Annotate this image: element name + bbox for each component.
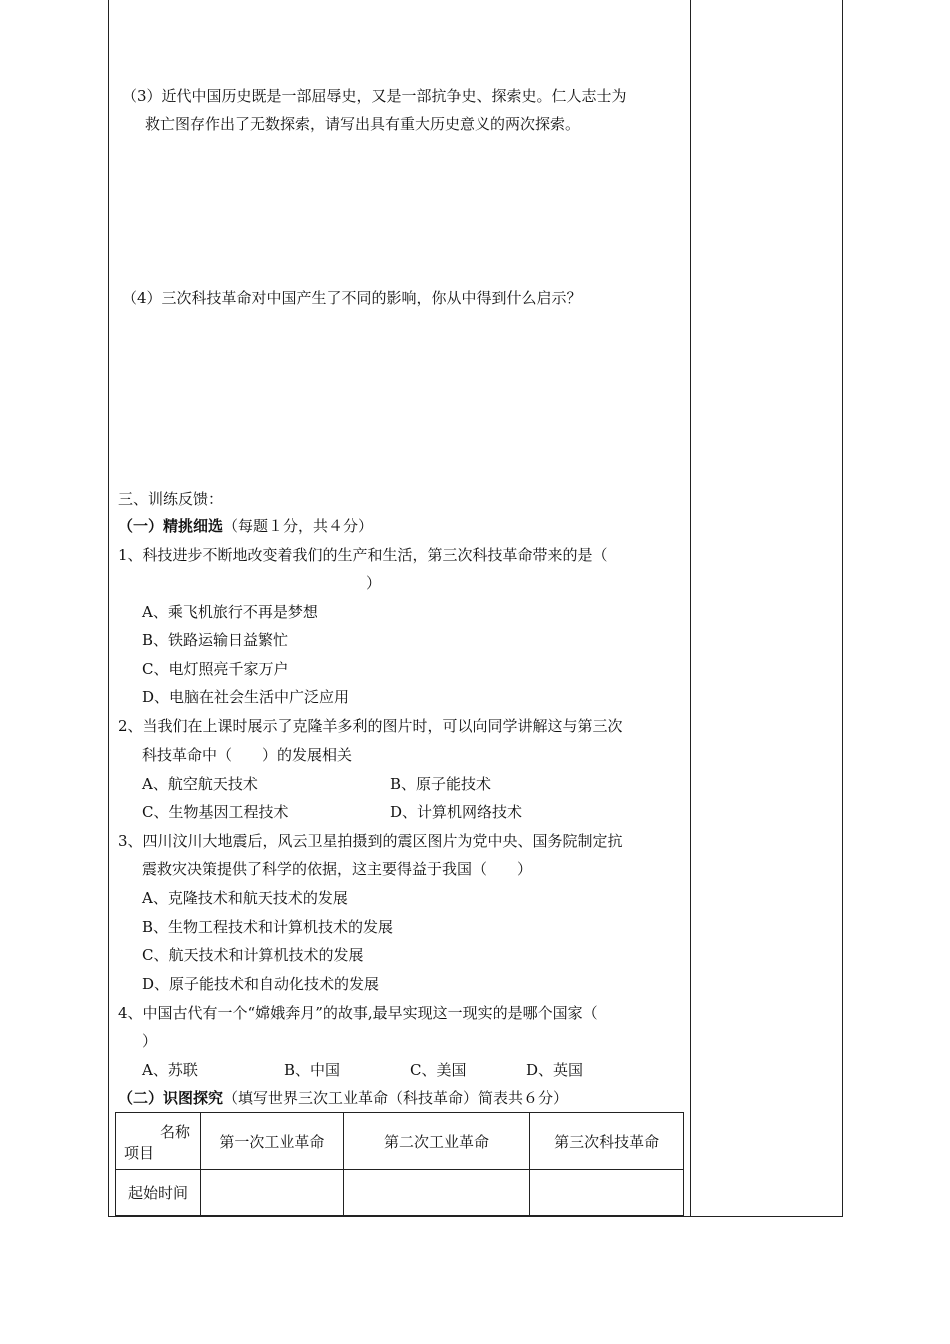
- corner-label-item: 项目: [124, 1144, 155, 1162]
- header-first-revolution: 第一次工业革命: [201, 1113, 344, 1170]
- row-label-start-time: 起始时间: [116, 1170, 201, 1216]
- cell-first-start-time[interactable]: [201, 1170, 344, 1216]
- frame-right-border: [842, 0, 843, 1217]
- question-3-line-1: （3）近代中国历史既是一部屈辱史，又是一部抗争史、探索史。仁人志士为: [122, 87, 627, 105]
- mc-3-stem-line-2: 震救灾决策提供了科学的依据，这主要得益于我国（ ）: [142, 860, 533, 878]
- mc-4-option-b: B、中国: [284, 1061, 341, 1079]
- revolution-summary-table: [115, 1112, 684, 1216]
- mc-1-option-a: A、乘飞机旅行不再是梦想: [142, 603, 318, 621]
- part-1-note: （每题１分，共４分）: [223, 517, 374, 535]
- mc-2-option-d: D、计算机网络技术: [390, 803, 523, 821]
- part-2-heading: [118, 1088, 568, 1108]
- mc-2-stem-line-2: 科技革命中（ ）的发展相关: [142, 746, 353, 764]
- mc-2-option-a: A、航空航天技术: [142, 775, 258, 793]
- frame-middle-border: [690, 0, 691, 1217]
- frame-bottom-border: [108, 1216, 843, 1217]
- mc-3-option-c: C、航天技术和计算机技术的发展: [142, 946, 364, 964]
- question-3-line-2: 救亡图存作出了无数探索，请写出具有重大历史意义的两次探索。: [145, 115, 581, 133]
- corner-label-name: 名称: [159, 1123, 190, 1141]
- mc-3-option-d: D、原子能技术和自动化技术的发展: [142, 975, 380, 993]
- section-heading: 三、训练反馈：: [118, 490, 224, 508]
- mc-2-option-b: B、原子能技术: [390, 775, 492, 793]
- table-row: [116, 1170, 684, 1216]
- table-corner-cell: [116, 1113, 201, 1170]
- mc-4-option-c: C、美国: [410, 1061, 467, 1079]
- mc-4-option-d: D、英国: [526, 1061, 584, 1079]
- part-1-label: （一）精挑细选: [118, 517, 224, 535]
- mc-1-option-c: C、电灯照亮千家万户: [142, 660, 289, 678]
- cell-third-start-time[interactable]: [530, 1170, 684, 1216]
- cell-second-start-time[interactable]: [343, 1170, 530, 1216]
- table-header-row: [116, 1113, 684, 1170]
- mc-2-option-c: C、生物基因工程技术: [142, 803, 289, 821]
- mc-1-option-d: D、电脑在社会生活中广泛应用: [142, 688, 350, 706]
- mc-2-stem-line-1: 2、当我们在上课时展示了克隆羊多利的图片时，可以向同学讲解这与第三次: [118, 717, 623, 735]
- mc-3-stem-line-1: 3、四川汶川大地震后，风云卫星拍摄到的震区图片为党中央、国务院制定抗: [118, 832, 623, 850]
- mc-3-option-b: B、生物工程技术和计算机技术的发展: [142, 918, 394, 936]
- part-2-note: （填写世界三次工业革命（科技革命）简表共６分）: [223, 1089, 569, 1107]
- mc-3-option-a: A、克隆技术和航天技术的发展: [142, 889, 348, 907]
- part-1-heading: [118, 516, 373, 536]
- header-second-revolution: 第二次工业革命: [343, 1113, 530, 1170]
- question-4: （4）三次科技革命对中国产生了不同的影响，你从中得到什么启示？: [122, 289, 582, 307]
- mc-4-stem-line-2: ）: [142, 1032, 158, 1050]
- mc-1-stem-line-1: 1、科技进步不断地改变着我们的生产和生活，第三次科技革命带来的是（: [118, 546, 608, 564]
- mc-1-option-b: B、铁路运输日益繁忙: [142, 631, 289, 649]
- mc-4-option-a: A、苏联: [142, 1061, 198, 1079]
- mc-1-stem-line-2: ）: [366, 574, 382, 592]
- mc-4-stem-line-1: 4、中国古代有一个“嫦娥奔月”的故事,最早实现这一现实的是哪个国家（: [118, 1004, 598, 1022]
- part-2-label: （二）识图探究: [118, 1089, 224, 1107]
- frame-left-border: [108, 0, 109, 1217]
- header-third-revolution: 第三次科技革命: [530, 1113, 684, 1170]
